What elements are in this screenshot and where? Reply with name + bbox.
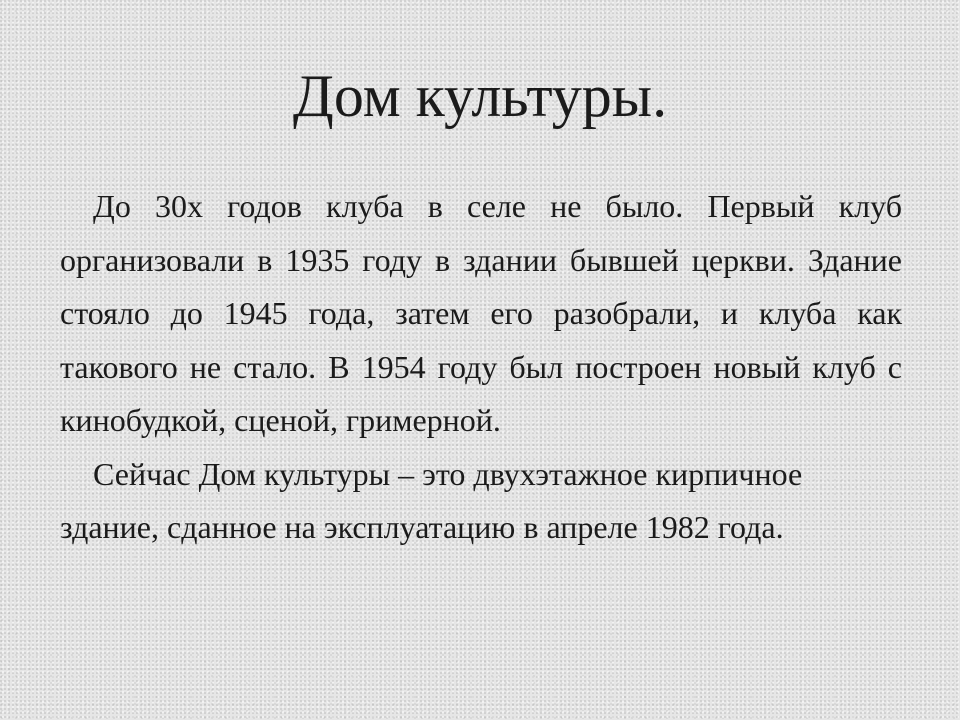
paragraph-club-history: До 30х годов клуба в селе не было. Первый клуб организовали в 1935 году в здании бывшей церкви. Здание стояло до 1945 года, затем его разобрали, и клуба как такового не стало. В 1954 году был построен новый клуб с кинобудкой, сценой, гримерной. <box>60 188 902 438</box>
slide-title: Дом культуры. <box>292 63 668 129</box>
slide-body <box>60 180 902 555</box>
paragraph-current-building: Сейчас Дом культуры – это двухэтажное кирпичное здание, сданное на эксплуатацию в апреле 1982 года. <box>60 455 803 545</box>
